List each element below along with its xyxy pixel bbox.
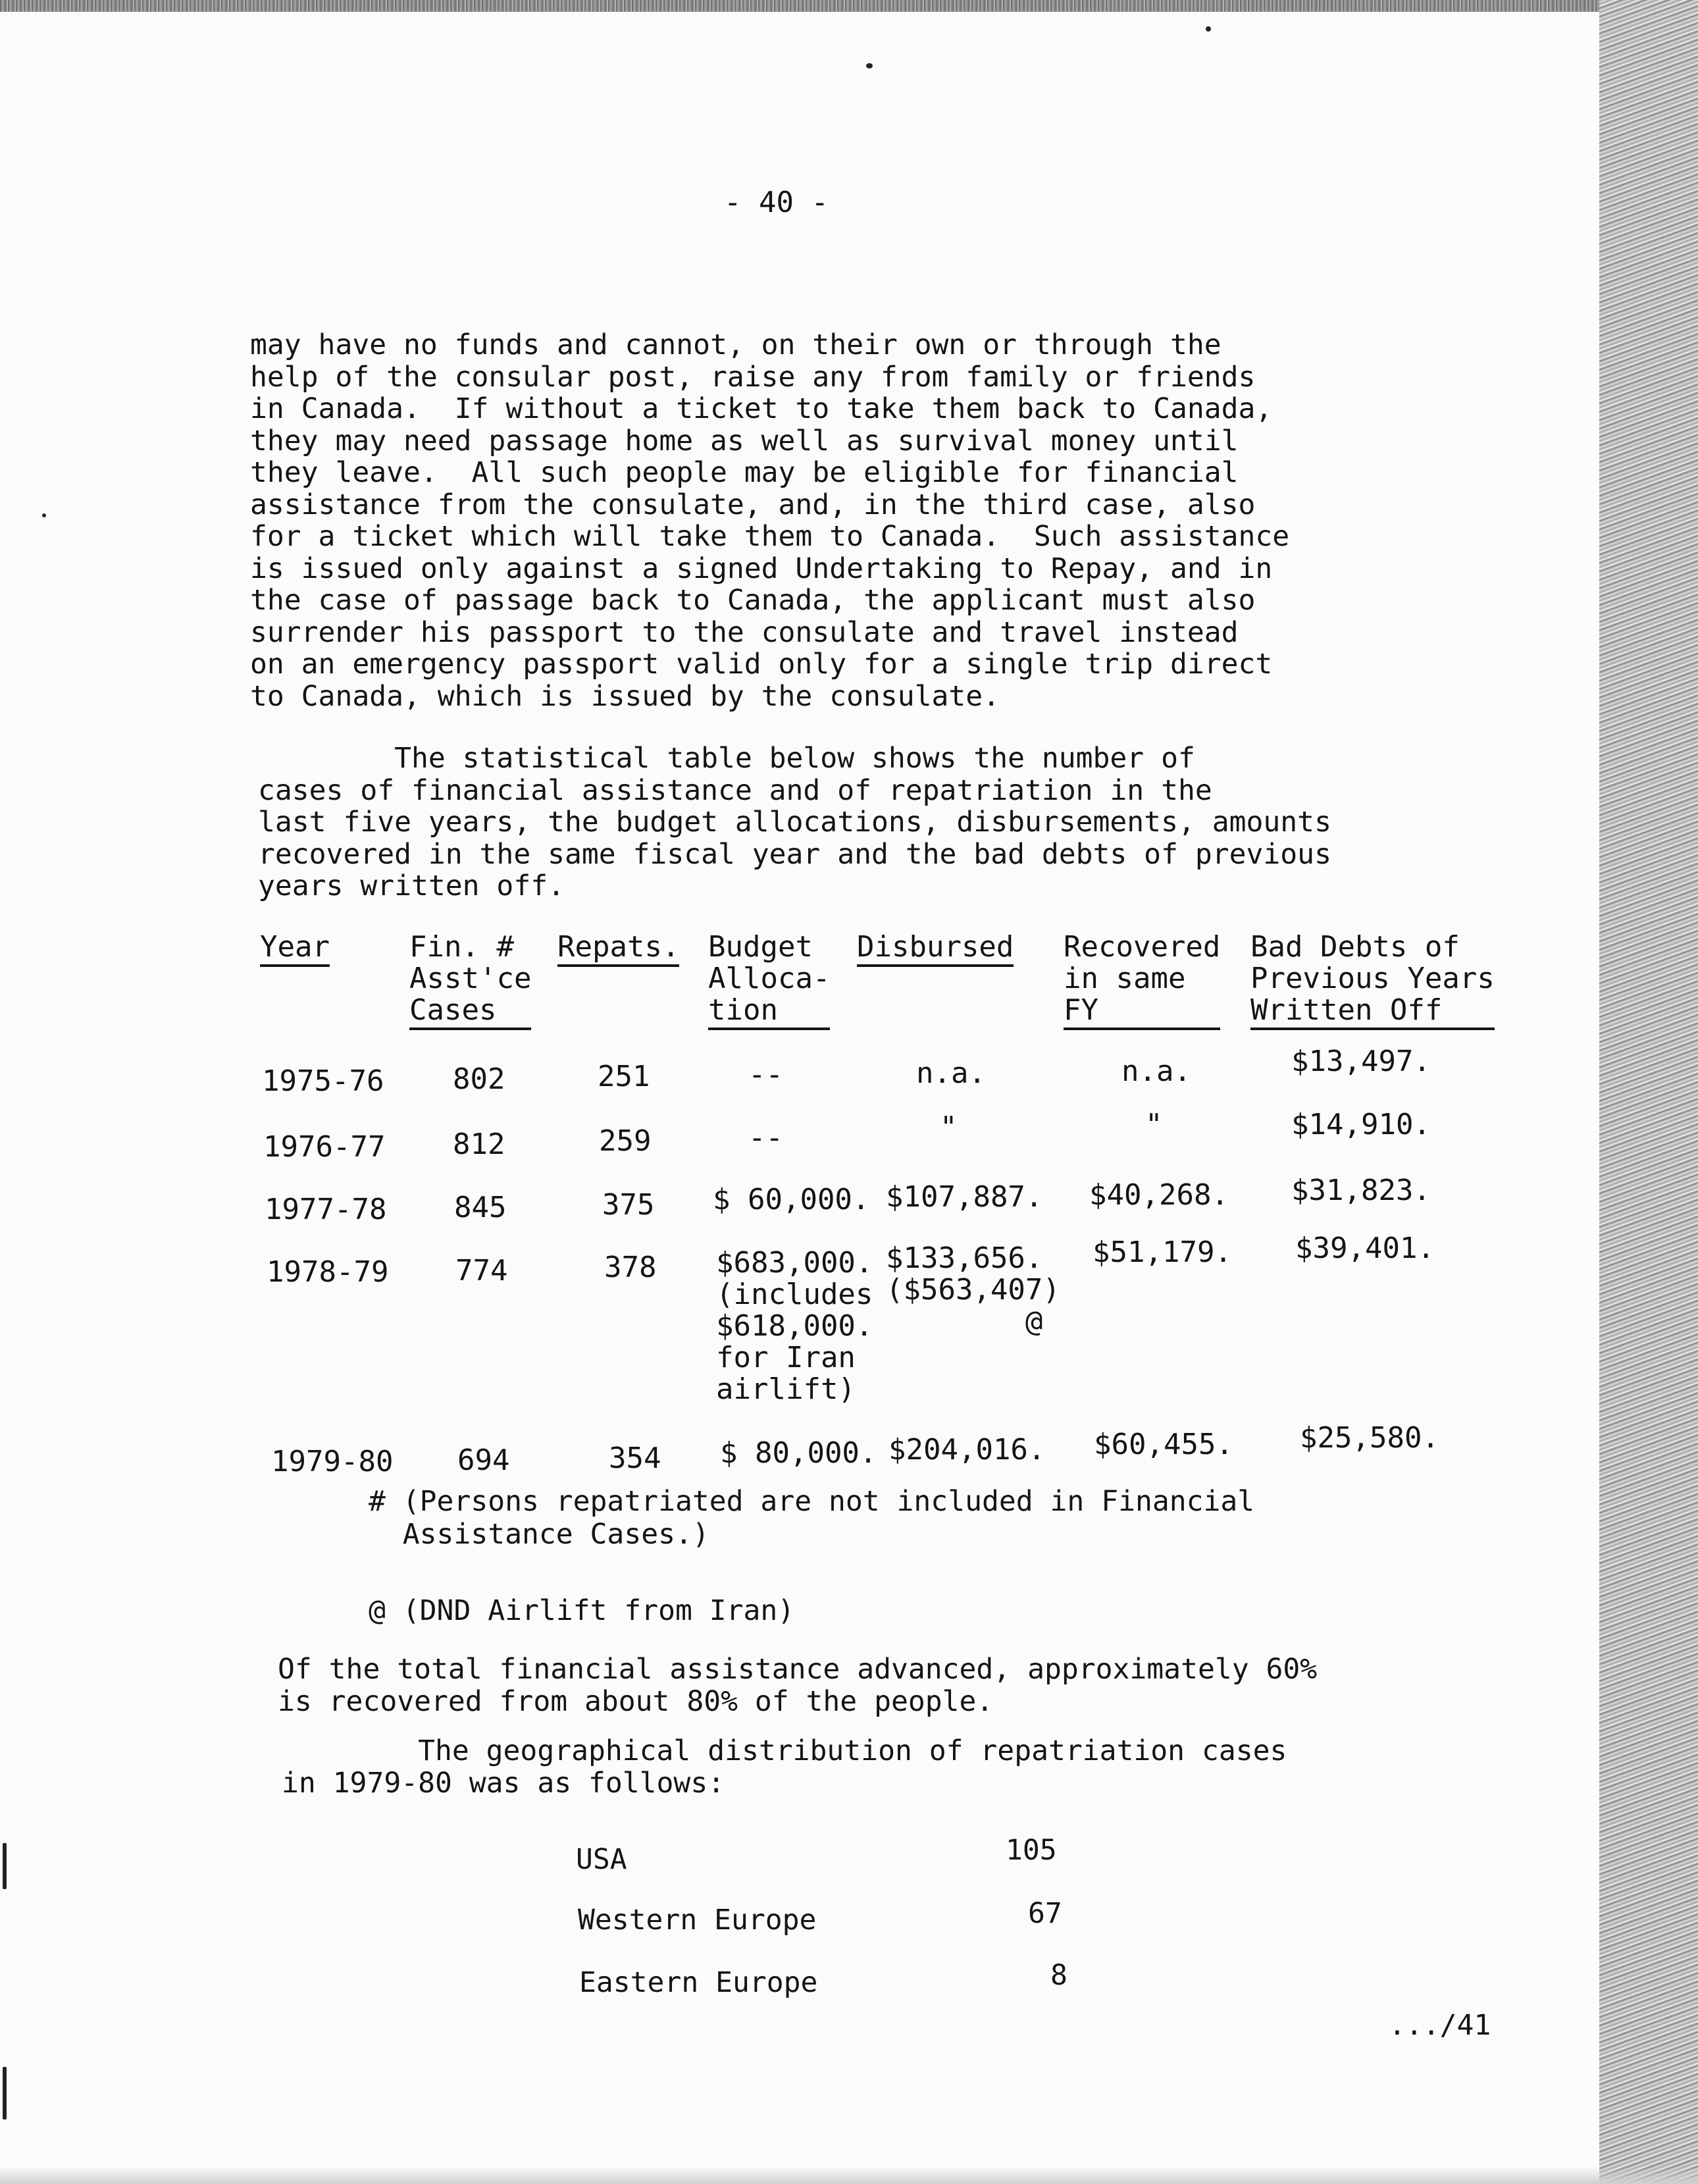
cell-repats: 251 — [598, 1060, 650, 1093]
header-recovered: Recovered in same FY — [1064, 931, 1220, 1030]
cell-budget: -- — [748, 1058, 783, 1091]
scan-mark-left — [3, 1843, 7, 1889]
geo-count: 8 — [1050, 1959, 1068, 1992]
cell-bad-debts: $39,401. — [1295, 1232, 1435, 1265]
cell-disbursed: " — [940, 1110, 958, 1144]
scan-edge-top — [0, 0, 1599, 12]
footnote-hash: # (Persons repatriated are not included in Financial Assistance Cases.) — [369, 1485, 1255, 1551]
geo-region: Western Europe — [578, 1904, 817, 1937]
cell-fin-cases: 802 — [453, 1062, 505, 1096]
cell-budget: $ 60,000. — [713, 1183, 870, 1216]
cell-fin-cases: 774 — [455, 1254, 508, 1287]
cell-year: 1979-80 — [271, 1445, 394, 1478]
header-repats: Repats. — [557, 931, 679, 967]
cell-recovered: $51,179. — [1093, 1235, 1232, 1269]
cell-repats: 259 — [599, 1124, 652, 1158]
cell-repats: 378 — [604, 1251, 657, 1284]
header-budget: Budget Alloca- tion — [708, 931, 830, 1030]
scan-mark-left — [3, 2067, 7, 2119]
scan-speck — [42, 513, 46, 517]
paragraph-table-intro: The statistical table below shows the number of cases of financial assistance and of repatriation in the last five years, the budget allocations, disbursements, amounts recovered in the same fiscal year and the bad debts of previous years written off. — [258, 742, 1331, 902]
geo-region: Eastern Europe — [579, 1966, 818, 1999]
cell-budget: $683,000. (includes $618,000. for Iran airlift) — [716, 1246, 873, 1406]
cell-budget: -- — [748, 1121, 783, 1155]
cell-bad-debts: $25,580. — [1300, 1421, 1439, 1455]
scan-speck — [1206, 26, 1211, 32]
cell-repats: 354 — [609, 1442, 661, 1475]
cell-fin-cases: 812 — [453, 1128, 505, 1161]
cell-repats: 375 — [602, 1188, 655, 1222]
cell-disbursed: $204,016. — [888, 1433, 1046, 1467]
paragraph-assistance-intro: may have no funds and cannot, on their own or through the help of the consular post, raise any from family or friends in Canada. If without a ticket to take them back to Canada, they may need passage home as well as survival money until they leave. All such people may be eligible for financial assistance from the consulate, and, in the third case, also for a ticket which will take them to Canada. Such assistance is issued only against a signed Undertaking to Repay, and in the case of passage back to Canada, the applicant must also surrender his passport to the consulate and travel instead on an emergency passport valid only for a single trip direct to Canada, which is issued by the consulate. — [250, 328, 1290, 713]
page-number: - 40 - — [724, 186, 829, 219]
scan-edge-bottom — [0, 2167, 1698, 2184]
cell-disbursed: $107,887. — [886, 1180, 1043, 1214]
cell-year: 1977-78 — [265, 1193, 387, 1226]
cell-recovered: $60,455. — [1094, 1428, 1233, 1461]
cell-bad-debts: $13,497. — [1291, 1045, 1431, 1078]
cell-recovered: $40,268. — [1089, 1178, 1229, 1212]
paragraph-recovery-rate: Of the total financial assistance advanced, approximately 60% is recovered from about 80% of the people. — [278, 1653, 1318, 1718]
header-disbursed: Disbursed — [857, 931, 1014, 967]
cell-year: 1975-76 — [262, 1064, 384, 1098]
scan-speck — [866, 63, 873, 68]
geo-count: 67 — [1028, 1897, 1062, 1930]
geo-count: 105 — [1006, 1834, 1057, 1867]
footnote-at: @ (DND Airlift from Iran) — [369, 1594, 795, 1627]
cell-bad-debts: $14,910. — [1291, 1108, 1431, 1141]
paragraph-geo-intro: The geographical distribution of repatriation cases in 1979-80 was as follows: — [282, 1734, 1287, 1800]
geo-region: USA — [576, 1843, 627, 1876]
header-fin-cases: Fin. # Asst'ce Cases — [409, 931, 531, 1030]
header-bad-debts: Bad Debts of Previous Years Written Off — [1250, 931, 1495, 1030]
cell-disbursed: n.a. — [916, 1056, 986, 1090]
cell-disbursed: $133,656. ($563,407) @ — [886, 1241, 1060, 1338]
cell-fin-cases: 694 — [457, 1443, 510, 1477]
cell-year: 1978-79 — [267, 1255, 389, 1289]
continuation-marker: .../41 — [1389, 2009, 1491, 2042]
cell-bad-debts: $31,823. — [1291, 1174, 1431, 1207]
cell-recovered: " — [1145, 1108, 1163, 1141]
cell-recovered: n.a. — [1121, 1054, 1191, 1088]
scan-edge-right — [1599, 0, 1698, 2184]
cell-year: 1976-77 — [263, 1130, 386, 1164]
cell-budget: $ 80,000. — [720, 1436, 877, 1470]
header-year: Year — [260, 931, 330, 967]
cell-fin-cases: 845 — [454, 1191, 507, 1224]
